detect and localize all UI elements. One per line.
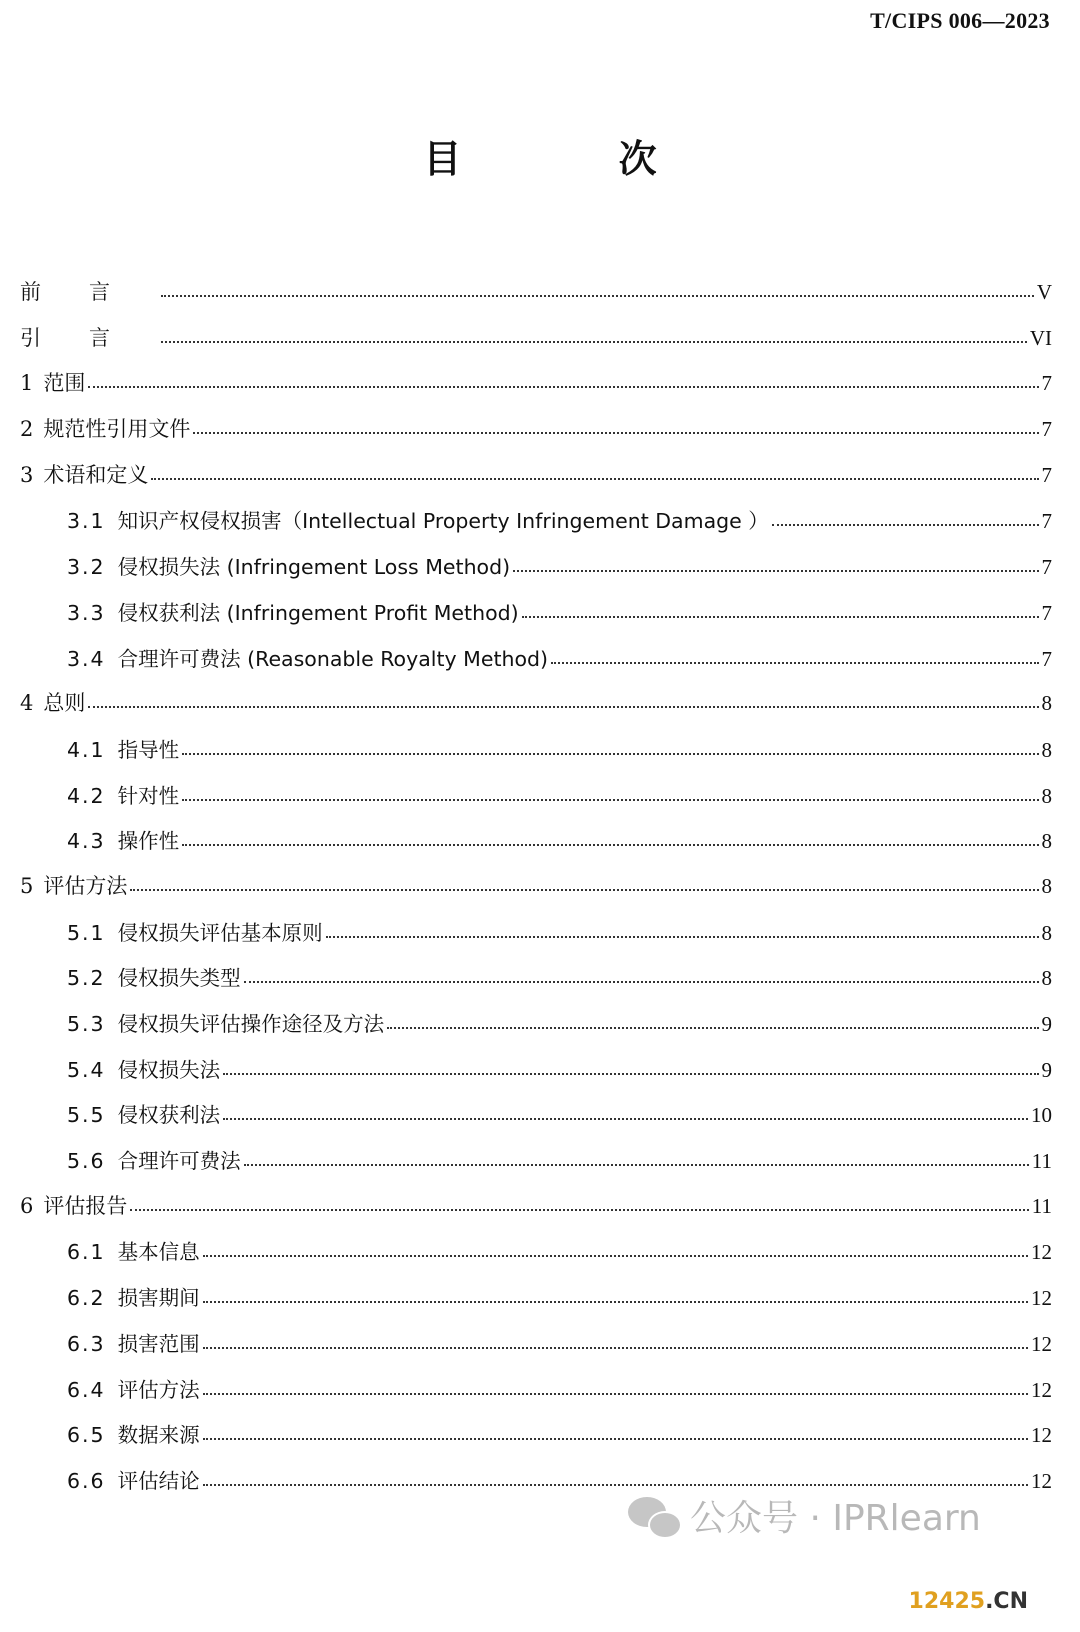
wechat-icon [628,1495,680,1537]
toc-entry-number: 5 [20,873,34,898]
toc-entry-text: 数据来源 [117,1423,200,1448]
toc-entry-page: 12 [1031,1423,1052,1448]
toc-entry-text: 总则 [43,691,86,716]
toc-entry-label [20,687,85,717]
toc-entry-text: 侵权损失法 [117,1057,221,1082]
site-watermark [909,1589,1028,1614]
toc-entry-page: 12 [1031,1331,1052,1356]
toc-entry-label [67,1327,200,1357]
toc-entry-text: 侵权获利法 (Infringement Profit Method) [117,600,519,625]
toc-entry-text: 侵权损失法 (Infringement Loss Method) [117,555,511,580]
toc-entry[interactable] [20,1373,1052,1419]
toc-entry-page: 8 [1041,691,1052,716]
toc-entry-label [67,1281,200,1311]
toc-entry-label [67,1418,200,1448]
toc-entry-label [20,276,158,306]
toc-entry-text: 针对性 [117,783,180,808]
toc-entry-text: 合理许可费法 (Reasonable Royalty Method) [117,646,549,671]
toc-entry-number: 4.2 [67,783,106,808]
toc-entry-text: 侵权损失评估基本原则 [117,920,323,945]
toc-leader-dots [203,1392,1028,1395]
toc-entry-number: 3.3 [67,600,106,625]
toc-leader-dots [513,569,1038,572]
toc-entry-label [67,596,519,626]
toc-entry-number: 5.5 [67,1103,106,1128]
toc-entry-text: 评估结论 [117,1468,200,1493]
toc-entry-page: 7 [1041,509,1052,534]
toc-entry-label [67,1053,220,1083]
toc-entry-page: 9 [1041,1012,1052,1036]
toc-leader-dots [182,798,1038,801]
toc-entry-label [67,779,179,809]
toc-entry-number: 5.3 [67,1012,106,1036]
toc-entry-text: 损害期间 [117,1286,200,1311]
toc-entry-number: 3.1 [67,509,106,534]
toc-entry-page: 9 [1041,1057,1052,1082]
toc-entry-number: 6.3 [67,1331,106,1356]
toc-leader-dots [88,705,1038,708]
toc-entry-label [20,413,190,443]
toc-entry[interactable] [20,504,1052,550]
toc-entry-number: 6.2 [67,1286,106,1311]
toc-entry-number: 6.4 [67,1377,106,1402]
toc-entry-text: 范围 [43,371,86,396]
toc-entry-page: VI [1029,325,1052,350]
toc-entry-text: 损害范围 [117,1331,200,1356]
table-of-contents [20,276,1052,1510]
toc-entry-text: 评估方法 [117,1377,200,1402]
site-mark-main: 12425 [908,1589,986,1614]
toc-entry[interactable] [20,1190,1052,1236]
toc-entry[interactable] [20,276,1052,322]
toc-entry-number: 3.2 [67,555,106,580]
toc-entry-page: 8 [1041,966,1052,991]
toc-entry-number: 6.5 [67,1423,106,1448]
toc-entry-label [67,1235,200,1265]
toc-entry-label [67,1464,200,1494]
toc-entry[interactable] [20,642,1052,688]
toc-entry[interactable] [20,459,1052,505]
toc-entry[interactable] [20,550,1052,596]
toc-entry-text: 侵权损失类型 [117,966,241,991]
toc-entry-text: 规范性引用文件 [43,417,191,442]
toc-entry-text: 操作性 [117,829,180,854]
toc-entry-number: 4.1 [67,737,106,762]
toc-leader-dots [223,1072,1038,1075]
toc-entry-page: 11 [1031,1193,1052,1218]
toc-entry[interactable] [20,916,1052,962]
toc-leader-dots [88,385,1038,388]
toc-entry-label [67,642,548,672]
toc-entry-page: 12 [1031,1468,1052,1493]
toc-leader-dots [522,615,1039,618]
toc-entry-label [20,1190,127,1220]
toc-entry[interactable] [20,1098,1052,1144]
toc-entry-label [67,504,769,534]
toc-entry[interactable] [20,824,1052,870]
toc-entry-text: 侵权损失评估操作途径及方法 [117,1012,385,1036]
toc-entry-page: 12 [1031,1377,1052,1402]
toc-entry[interactable] [20,870,1052,916]
toc-entry-page: 10 [1031,1103,1052,1128]
toc-entry-page: 7 [1041,555,1052,580]
toc-entry-page: 8 [1041,920,1052,945]
toc-entry-number: 4.3 [67,829,106,854]
toc-entry-text: 指导性 [117,737,180,762]
toc-entry-label [67,1098,220,1128]
page-title: 目 次 [423,137,729,181]
toc-entry[interactable] [20,687,1052,733]
toc-entry-label [20,367,85,397]
toc-entry-page: 7 [1041,646,1052,671]
toc-entry-label [67,733,179,763]
toc-entry[interactable] [20,733,1052,779]
toc-leader-dots [244,1163,1029,1166]
toc-entry[interactable] [20,1418,1052,1464]
toc-entry-page: 7 [1041,600,1052,625]
watermark-text: 公众号 · IPRlearn [690,1498,981,1539]
watermark [628,1490,981,1541]
toc-leader-dots [161,340,1027,343]
toc-entry[interactable] [20,961,1052,1007]
toc-entry-page: 7 [1041,371,1052,396]
toc-entry-text: 合理许可费法 [117,1149,241,1174]
toc-entry-label [67,824,179,854]
toc-entry-number: 3.4 [67,646,106,671]
toc-entry-label [67,550,510,580]
toc-entry-number: 6.1 [67,1240,106,1265]
toc-entry-number: 2 [20,417,34,442]
toc-entry-page: 7 [1041,417,1052,442]
toc-entry[interactable] [20,322,1052,368]
toc-entry[interactable] [20,367,1052,413]
standard-code: T/CIPS 006—2023 [870,8,1050,33]
toc-leader-dots [203,1254,1028,1257]
toc-entry-number: 1 [20,371,34,396]
toc-leader-dots [182,843,1038,846]
toc-leader-dots [223,1117,1028,1120]
toc-entry[interactable] [20,1053,1052,1099]
toc-entry-page: 12 [1031,1286,1052,1311]
toc-leader-dots [203,1346,1028,1349]
toc-entry-number: 6 [20,1193,34,1218]
toc-leader-dots [161,294,1034,297]
toc-entry-label [67,916,323,946]
toc-entry-label [20,870,127,900]
toc-entry-number: 6.6 [67,1468,106,1493]
toc-leader-dots [203,1437,1028,1440]
toc-entry-text: 引言 [20,325,158,350]
toc-entry-page: 8 [1041,829,1052,854]
toc-entry-label [67,1007,384,1037]
toc-entry-number: 4 [20,691,34,716]
toc-leader-dots [193,431,1038,434]
toc-entry[interactable] [20,1007,1052,1053]
toc-leader-dots [551,661,1038,664]
toc-entry-number: 5.2 [67,966,106,991]
toc-entry-number: 5.4 [67,1057,106,1082]
toc-entry-label [67,1373,200,1403]
toc-leader-dots [130,888,1038,891]
toc-entry-text: 侵权获利法 [117,1103,221,1128]
toc-entry-label [20,459,148,489]
toc-leader-dots [387,1026,1038,1029]
toc-entry-number: 3 [20,462,34,487]
toc-leader-dots [326,935,1039,938]
toc-entry-number: 5.6 [67,1149,106,1174]
toc-entry-label [67,961,241,991]
toc-entry-page: 12 [1031,1240,1052,1265]
toc-entry-page: 8 [1041,737,1052,762]
toc-entry-label [20,322,158,352]
toc-entry-page: 8 [1041,873,1052,898]
toc-leader-dots [244,980,1039,983]
toc-entry[interactable] [20,1281,1052,1327]
toc-entry[interactable] [20,413,1052,459]
toc-entry-number: 5.1 [67,920,106,945]
toc-entry-text: 术语和定义 [43,462,149,487]
toc-entry-label [67,1144,241,1174]
toc-entry-text: 基本信息 [117,1240,200,1265]
toc-leader-dots [772,523,1039,526]
toc-entry-text: 评估报告 [43,1193,128,1218]
toc-entry[interactable] [20,1144,1052,1190]
toc-entry[interactable] [20,1327,1052,1373]
toc-entry-page: 7 [1041,462,1052,487]
site-mark-suffix: .CN [985,1589,1028,1614]
toc-leader-dots [203,1483,1028,1486]
toc-entry[interactable] [20,596,1052,642]
toc-entry-page: V [1036,280,1052,304]
toc-entry-text: 前言 [20,280,158,304]
toc-leader-dots [182,752,1038,755]
toc-leader-dots [151,477,1038,480]
toc-entry[interactable] [20,1235,1052,1281]
toc-leader-dots [130,1208,1028,1211]
toc-entry-text: 评估方法 [43,873,128,898]
toc-leader-dots [203,1300,1028,1303]
toc-entry[interactable] [20,779,1052,825]
toc-entry-page: 8 [1041,783,1052,808]
toc-entry-text: 知识产权侵权损害（Intellectual Property Infringement Damage ） [117,509,769,534]
toc-entry-page: 11 [1031,1149,1052,1174]
